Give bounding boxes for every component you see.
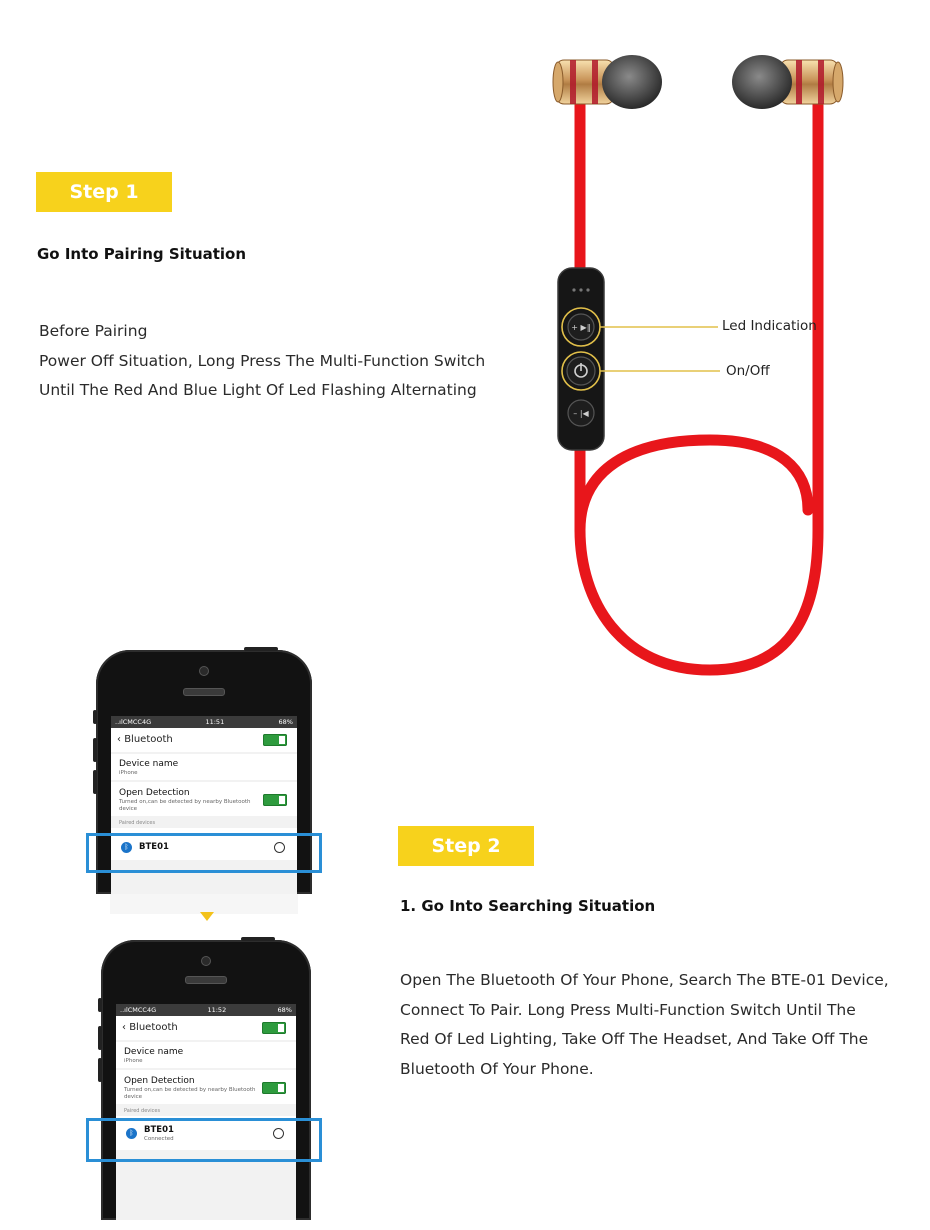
open-detection-sub: Turned on,can be detected by nearby Bluetooth device <box>119 799 251 812</box>
bluetooth-toggle[interactable] <box>263 734 287 746</box>
front-camera <box>199 666 209 676</box>
device-name[interactable]: BTE01 <box>139 842 169 852</box>
open-detection-sub: Turned on,can be detected by nearby Bluetooth device <box>124 1087 256 1100</box>
open-detection-label: Open Detection <box>119 788 190 798</box>
led-indication-label: Led Indication <box>722 318 817 334</box>
bluetooth-icon: ᛒ <box>126 1128 137 1139</box>
screen-title: Bluetooth <box>124 734 173 745</box>
earpiece-speaker <box>183 688 225 696</box>
phone1-fade <box>110 894 298 914</box>
device-name-label: Device name <box>124 1047 184 1057</box>
headset-illustration <box>540 40 870 690</box>
open-detection-label: Open Detection <box>124 1076 195 1086</box>
bluetooth-icon: ᛒ <box>121 842 132 853</box>
phone1-device-highlight <box>86 833 322 873</box>
phone2-device-highlight <box>86 1118 322 1162</box>
battery-text: 68% <box>277 1006 292 1014</box>
open-detection-toggle[interactable] <box>263 794 287 806</box>
battery-text: 68% <box>278 718 293 726</box>
step2-line: Bluetooth Of Your Phone. <box>400 1059 594 1078</box>
carrier-text: ..ılCMCC4G <box>115 718 152 726</box>
right-earbud <box>732 55 843 109</box>
front-camera <box>201 956 211 966</box>
remote-control <box>558 268 604 450</box>
step2-line: Red Of Led Lighting, Take Off The Headset, And Take Off The <box>400 1030 869 1048</box>
step1-badge <box>36 172 172 212</box>
volume-down-button-glyph: – |◀ <box>573 409 589 418</box>
screen-title: Bluetooth <box>129 1022 178 1033</box>
step1-heading: Go Into Pairing Situation <box>37 245 247 263</box>
device-name-value: iPhone <box>124 1058 143 1064</box>
chevron-left-icon: ‹ <box>122 1022 130 1033</box>
phone-mockup-2 <box>101 940 311 1220</box>
step1-line: Power Off Situation, Long Press The Multi-Function Switch <box>39 351 486 370</box>
left-earbud <box>553 55 662 109</box>
back-button[interactable] <box>117 734 173 745</box>
down-arrow-icon <box>200 912 214 922</box>
earpiece-speaker <box>185 976 227 984</box>
step1-instructions <box>39 317 485 406</box>
volume-up-button-glyph: + ▶‖ <box>571 323 591 332</box>
cable <box>580 102 818 670</box>
step1-badge-label: Step 1 <box>69 181 139 203</box>
step2-heading: 1. Go Into Searching Situation <box>400 897 656 915</box>
bluetooth-toggle[interactable] <box>262 1022 286 1034</box>
status-bar <box>111 716 297 728</box>
step2-badge <box>398 826 534 866</box>
step1-line: Until The Red And Blue Light Of Led Flashing Alternating <box>39 381 477 399</box>
clock-text: 11:51 <box>205 718 225 726</box>
device-name[interactable]: BTE01 <box>144 1125 174 1135</box>
device-status: Connected <box>144 1136 174 1142</box>
paired-devices-label: Paired devices <box>124 1108 161 1114</box>
device-name-label: Device name <box>119 759 179 769</box>
device-name-value: iPhone <box>119 770 138 776</box>
chevron-left-icon: ‹ <box>117 734 125 745</box>
status-bar <box>116 1004 296 1016</box>
step2-line: Open The Bluetooth Of Your Phone, Search The BTE-01 Device, <box>400 971 889 989</box>
step2-badge-label: Step 2 <box>431 835 501 857</box>
step2-instructions <box>400 966 889 1084</box>
step1-line: Before Pairing <box>39 322 148 340</box>
open-detection-toggle[interactable] <box>262 1082 286 1094</box>
on-off-label: On/Off <box>726 363 770 379</box>
carrier-text: ..ılCMCC4G <box>120 1006 157 1014</box>
back-button[interactable] <box>122 1022 178 1033</box>
clock-text: 11:52 <box>207 1006 227 1014</box>
phone2-screen <box>116 1004 296 1220</box>
paired-devices-label: Paired devices <box>119 820 156 826</box>
step2-line: Connect To Pair. Long Press Multi-Function Switch Until The <box>400 1000 856 1019</box>
